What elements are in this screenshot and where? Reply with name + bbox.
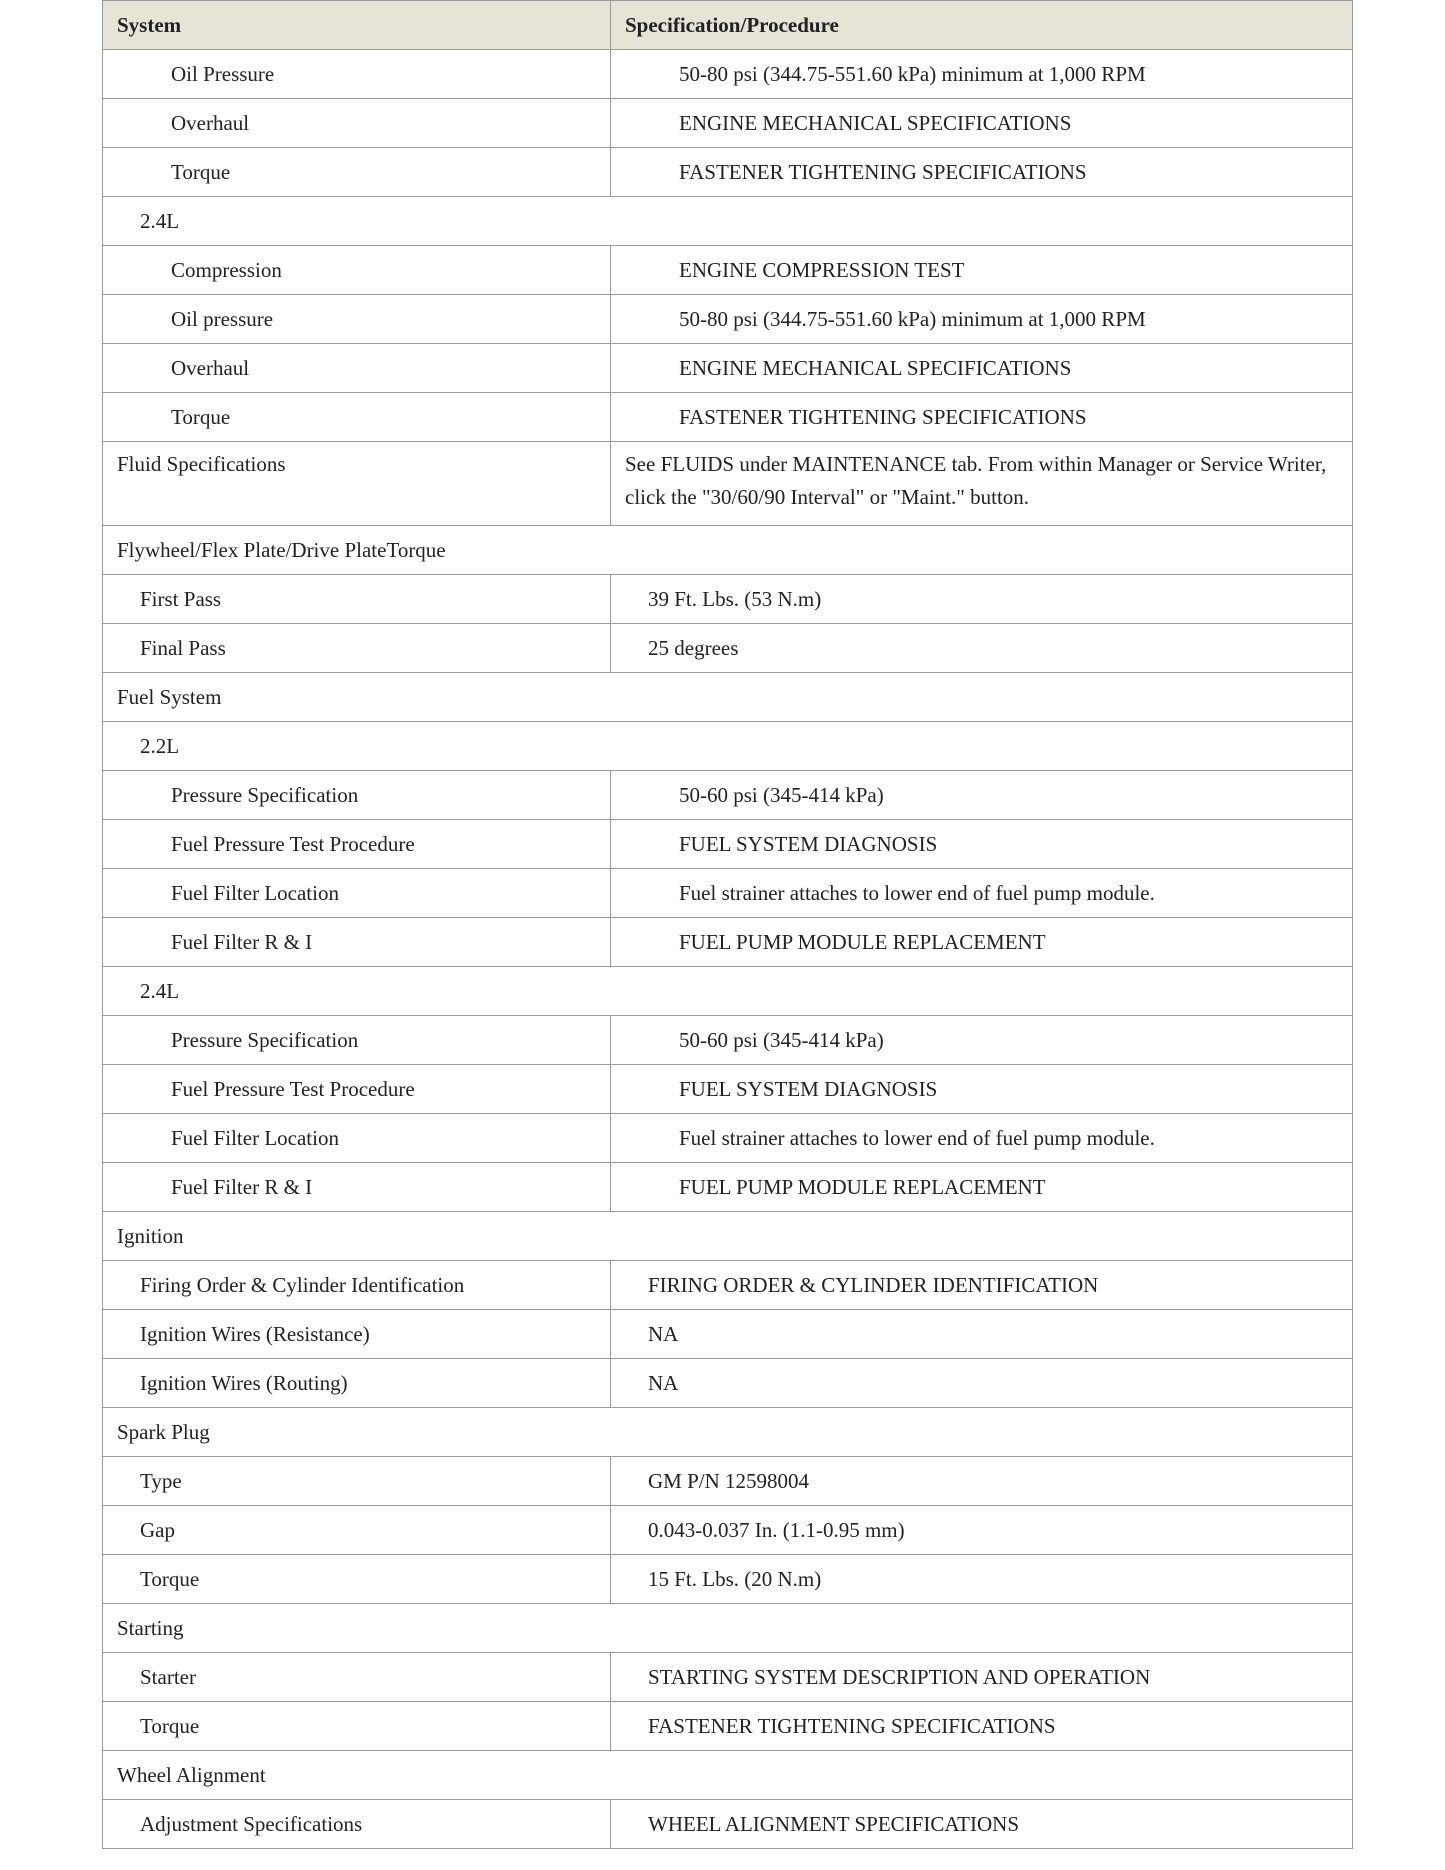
section-row <box>103 197 1353 246</box>
section-label: Flywheel/Flex Plate/Drive PlateTorque <box>103 526 1353 575</box>
system-cell: Ignition Wires (Routing) <box>103 1359 611 1408</box>
system-cell: Fuel Filter Location <box>103 1114 611 1163</box>
system-cell: Torque <box>103 1555 611 1604</box>
section-label: Fuel System <box>103 673 1353 722</box>
specification-cell: 25 degrees <box>611 624 1353 673</box>
system-cell: Ignition Wires (Resistance) <box>103 1310 611 1359</box>
section-label: Ignition <box>103 1212 1353 1261</box>
table-row <box>103 1800 1353 1849</box>
section-row <box>103 526 1353 575</box>
system-cell: Adjustment Specifications <box>103 1800 611 1849</box>
specification-cell: 15 Ft. Lbs. (20 N.m) <box>611 1555 1353 1604</box>
system-cell: Torque <box>103 393 611 442</box>
specification-cell: 39 Ft. Lbs. (53 N.m) <box>611 575 1353 624</box>
specification-cell: Fuel strainer attaches to lower end of fuel pump module. <box>611 1114 1353 1163</box>
system-cell: Fuel Pressure Test Procedure <box>103 1065 611 1114</box>
specification-cell: WHEEL ALIGNMENT SPECIFICATIONS <box>611 1800 1353 1849</box>
system-cell: Compression <box>103 246 611 295</box>
specification-cell: FASTENER TIGHTENING SPECIFICATIONS <box>611 393 1353 442</box>
table-row <box>103 1653 1353 1702</box>
section-label: 2.4L <box>103 197 1353 246</box>
section-row <box>103 1212 1353 1261</box>
specification-cell: FUEL SYSTEM DIAGNOSIS <box>611 820 1353 869</box>
table-row <box>103 1163 1353 1212</box>
system-cell: Fuel Filter R & I <box>103 1163 611 1212</box>
table-row <box>103 820 1353 869</box>
specification-cell: FIRING ORDER & CYLINDER IDENTIFICATION <box>611 1261 1353 1310</box>
table-row <box>103 1065 1353 1114</box>
section-row <box>103 1604 1353 1653</box>
system-cell: Firing Order & Cylinder Identification <box>103 1261 611 1310</box>
system-cell: Fuel Filter Location <box>103 869 611 918</box>
system-cell: Overhaul <box>103 344 611 393</box>
section-row <box>103 1751 1353 1800</box>
system-cell: Final Pass <box>103 624 611 673</box>
header-system: System <box>103 1 611 50</box>
table-row <box>103 148 1353 197</box>
specification-cell: 50-60 psi (345-414 kPa) <box>611 1016 1353 1065</box>
specification-cell: ENGINE MECHANICAL SPECIFICATIONS <box>611 99 1353 148</box>
system-cell: Pressure Specification <box>103 1016 611 1065</box>
table-row <box>103 1506 1353 1555</box>
specification-cell: NA <box>611 1359 1353 1408</box>
table-row <box>103 1310 1353 1359</box>
table-row <box>103 1016 1353 1065</box>
section-row <box>103 967 1353 1016</box>
header-specification: Specification/Procedure <box>611 1 1353 50</box>
spec-table <box>102 0 1353 1849</box>
table-row <box>103 624 1353 673</box>
spec-table-body <box>103 50 1353 1849</box>
system-cell: Torque <box>103 148 611 197</box>
table-row <box>103 99 1353 148</box>
system-cell: Fuel Pressure Test Procedure <box>103 820 611 869</box>
system-cell: Starter <box>103 1653 611 1702</box>
specification-cell: STARTING SYSTEM DESCRIPTION AND OPERATION <box>611 1653 1353 1702</box>
section-row <box>103 722 1353 771</box>
table-row <box>103 1702 1353 1751</box>
table-row <box>103 1457 1353 1506</box>
table-row <box>103 50 1353 99</box>
specification-cell: FASTENER TIGHTENING SPECIFICATIONS <box>611 148 1353 197</box>
header-row <box>103 1 1353 50</box>
table-row <box>103 918 1353 967</box>
system-cell: Overhaul <box>103 99 611 148</box>
table-row <box>103 295 1353 344</box>
system-cell: Oil pressure <box>103 295 611 344</box>
specification-cell: See FLUIDS under MAINTENANCE tab. From within Manager or Service Writer, click the "30/60/90 Interval" or "Maint." button. <box>611 442 1353 526</box>
specification-cell: FUEL SYSTEM DIAGNOSIS <box>611 1065 1353 1114</box>
specification-cell: GM P/N 12598004 <box>611 1457 1353 1506</box>
system-cell: First Pass <box>103 575 611 624</box>
specification-cell: Fuel strainer attaches to lower end of fuel pump module. <box>611 869 1353 918</box>
section-label: Wheel Alignment <box>103 1751 1353 1800</box>
system-cell: Fluid Specifications <box>103 442 611 526</box>
table-row <box>103 1114 1353 1163</box>
table-row <box>103 393 1353 442</box>
table-row <box>103 771 1353 820</box>
table-row <box>103 344 1353 393</box>
table-row <box>103 1359 1353 1408</box>
specification-cell: ENGINE COMPRESSION TEST <box>611 246 1353 295</box>
section-label: 2.2L <box>103 722 1353 771</box>
system-cell: Type <box>103 1457 611 1506</box>
specification-cell: FUEL PUMP MODULE REPLACEMENT <box>611 918 1353 967</box>
section-label: Starting <box>103 1604 1353 1653</box>
system-cell: Torque <box>103 1702 611 1751</box>
section-label: 2.4L <box>103 967 1353 1016</box>
system-cell: Oil Pressure <box>103 50 611 99</box>
specification-cell: 50-60 psi (345-414 kPa) <box>611 771 1353 820</box>
system-cell: Gap <box>103 1506 611 1555</box>
section-row <box>103 673 1353 722</box>
system-cell: Fuel Filter R & I <box>103 918 611 967</box>
specification-cell: FASTENER TIGHTENING SPECIFICATIONS <box>611 1702 1353 1751</box>
table-row <box>103 1261 1353 1310</box>
specification-cell: NA <box>611 1310 1353 1359</box>
system-cell: Pressure Specification <box>103 771 611 820</box>
table-row <box>103 869 1353 918</box>
section-label: Spark Plug <box>103 1408 1353 1457</box>
section-row <box>103 1408 1353 1457</box>
specification-cell: ENGINE MECHANICAL SPECIFICATIONS <box>611 344 1353 393</box>
table-row <box>103 1555 1353 1604</box>
table-row <box>103 575 1353 624</box>
table-row <box>103 442 1353 526</box>
specification-cell: 50-80 psi (344.75-551.60 kPa) minimum at 1,000 RPM <box>611 295 1353 344</box>
specification-cell: 0.043-0.037 In. (1.1-0.95 mm) <box>611 1506 1353 1555</box>
specification-cell: 50-80 psi (344.75-551.60 kPa) minimum at 1,000 RPM <box>611 50 1353 99</box>
specification-cell: FUEL PUMP MODULE REPLACEMENT <box>611 1163 1353 1212</box>
table-row <box>103 246 1353 295</box>
